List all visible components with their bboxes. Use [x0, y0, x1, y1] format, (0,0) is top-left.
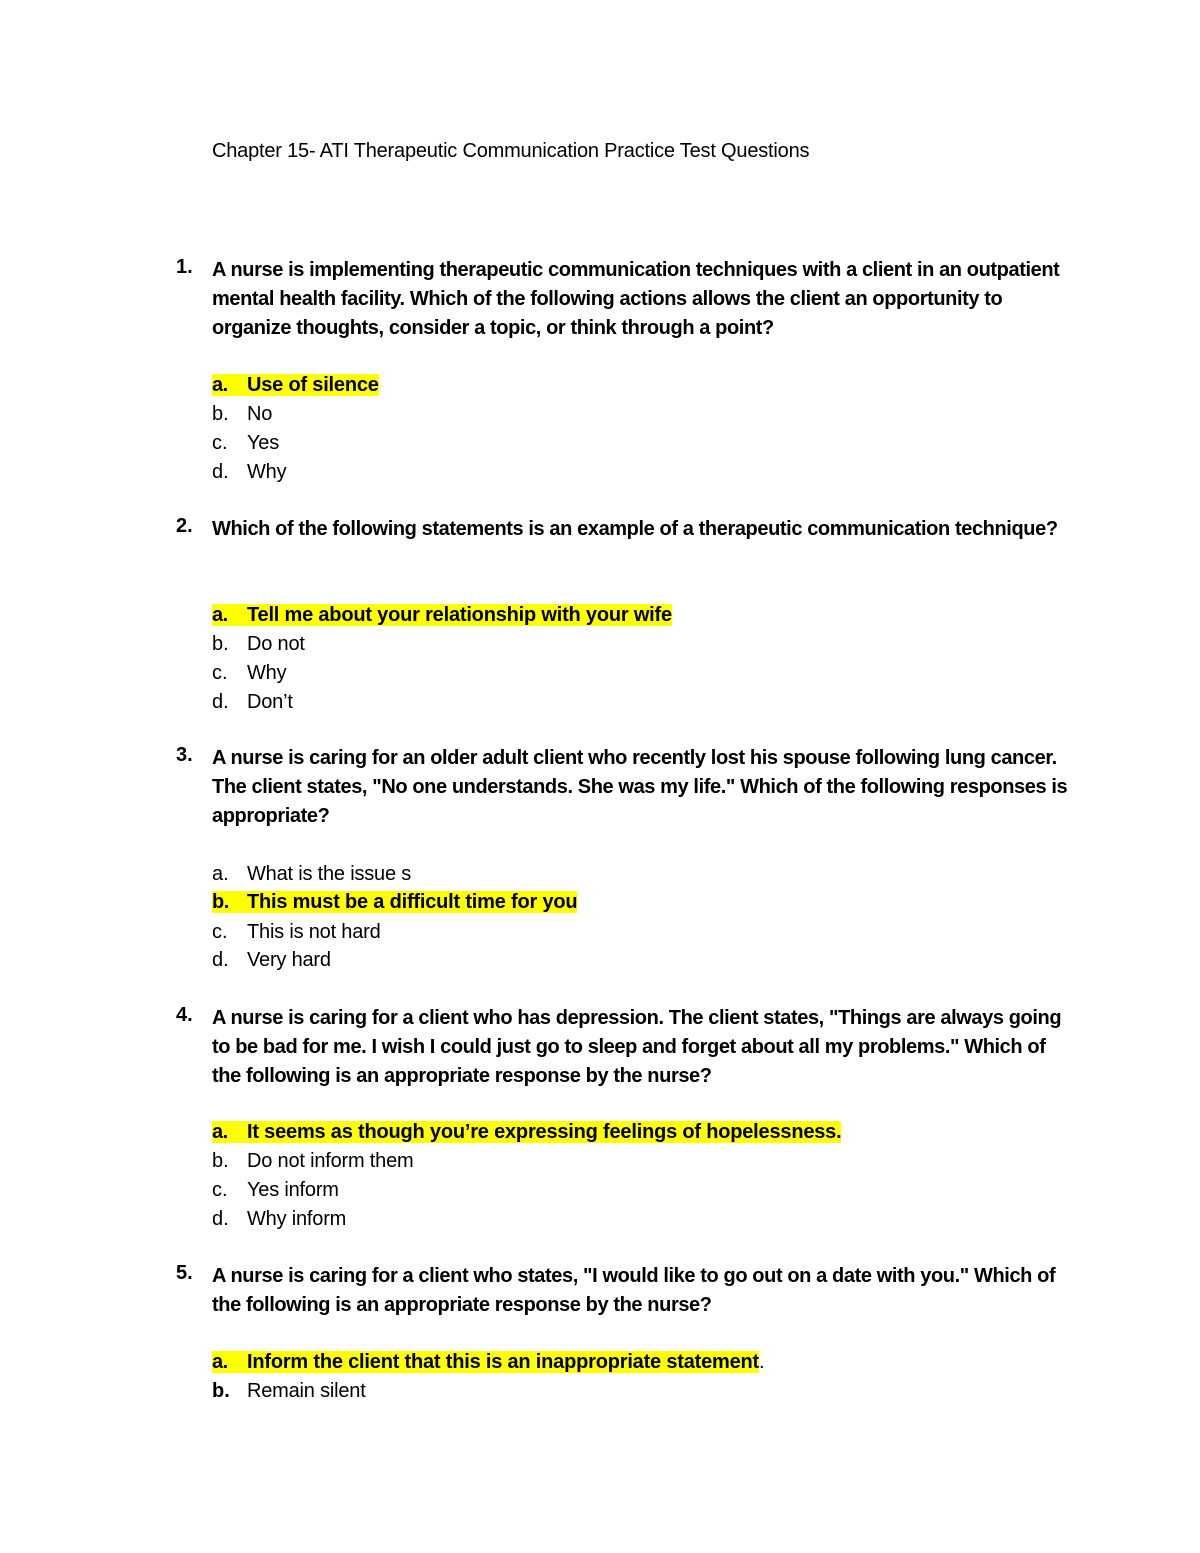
option-text: This is not hard — [247, 921, 381, 943]
answer-option-correct — [212, 601, 672, 630]
option-letter: a. — [212, 863, 229, 885]
answer-option-correct — [212, 888, 577, 917]
option-letter: b. — [212, 1150, 229, 1172]
answer-option — [212, 458, 286, 487]
option-letter: d. — [212, 461, 229, 483]
question-number: 1. — [176, 256, 193, 278]
option-letter: a. — [212, 374, 228, 396]
option-text: Tell me about your relationship with your wife — [247, 604, 672, 626]
option-text: What is the issue s — [247, 863, 412, 885]
option-letter: d. — [212, 949, 229, 971]
option-letter: b. — [212, 1380, 230, 1402]
option-text: Yes — [247, 432, 280, 454]
option-letter: c. — [212, 1179, 228, 1201]
option-text: Why — [247, 662, 287, 684]
option-text: Why inform — [247, 1208, 347, 1230]
answer-option-correct — [212, 371, 379, 400]
option-letter: a. — [212, 604, 228, 626]
option-text: Use of silence — [247, 374, 379, 396]
question-text: A nurse is caring for a client who states, "I would like to go out on a date with you." Which of the following is an appropriate response by the nurse? — [212, 1265, 1056, 1316]
answer-option — [212, 1176, 339, 1205]
option-letter: d. — [212, 1208, 229, 1230]
document-title: Chapter 15- ATI Therapeutic Communication Practice Test Questions — [212, 140, 810, 162]
option-letter: a. — [212, 1121, 228, 1143]
question-text: A nurse is implementing therapeutic communication techniques with a client in an outpatient mental health facility. Which of the following actions allows the client an opportunity to organize thoughts, consider a topic, or think through a point? — [212, 259, 1060, 339]
option-letter: b. — [212, 891, 229, 913]
answer-option — [212, 946, 331, 975]
answer-option — [212, 688, 293, 717]
answer-option-correct — [212, 1118, 841, 1147]
option-trailing-punctuation: . — [759, 1351, 765, 1373]
answer-option — [212, 630, 305, 659]
option-text: Yes inform — [247, 1179, 339, 1201]
option-text: Do not — [247, 633, 305, 655]
question-number: 3. — [176, 744, 193, 766]
answer-option — [212, 860, 411, 889]
answer-option — [212, 400, 272, 429]
option-text: Inform the client that this is an inappropriate statement — [247, 1351, 760, 1373]
option-text: Don’t — [247, 691, 293, 713]
option-letter: b. — [212, 633, 229, 655]
option-letter: c. — [212, 662, 228, 684]
option-text: Why — [247, 461, 287, 483]
answer-option — [212, 659, 286, 688]
option-text: Very hard — [247, 949, 331, 971]
question-number: 2. — [176, 515, 193, 537]
question-number: 4. — [176, 1004, 193, 1026]
option-letter: c. — [212, 432, 228, 454]
answer-option — [212, 1377, 366, 1406]
option-letter: a. — [212, 1351, 228, 1373]
question-text: Which of the following statements is an example of a therapeutic communication technique? — [212, 518, 1058, 540]
question-number: 5. — [176, 1262, 193, 1284]
answer-option — [212, 429, 279, 458]
question-text: A nurse is caring for an older adult client who recently lost his spouse following lung cancer. The client states, "No one understands. She was my life." Which of the following responses is appropriate? — [212, 747, 1068, 827]
option-letter: d. — [212, 691, 229, 713]
option-letter: b. — [212, 403, 229, 425]
option-text: No — [247, 403, 273, 425]
answer-option — [212, 1205, 346, 1234]
option-text: Do not inform them — [247, 1150, 414, 1172]
option-text: It seems as though you’re expressing feelings of hopelessness. — [247, 1121, 842, 1143]
answer-option — [212, 1147, 413, 1176]
answer-option-correct — [212, 1348, 765, 1377]
option-text: Remain silent — [247, 1380, 366, 1402]
option-letter: c. — [212, 921, 228, 943]
question-text: A nurse is caring for a client who has depression. The client states, "Things are always going to be bad for me. I wish I could just go to sleep and forget about all my problems." Which of the following is an appropriate response by the nurse? — [212, 1007, 1062, 1087]
option-text: This must be a difficult time for you — [247, 891, 578, 913]
answer-option — [212, 918, 381, 947]
